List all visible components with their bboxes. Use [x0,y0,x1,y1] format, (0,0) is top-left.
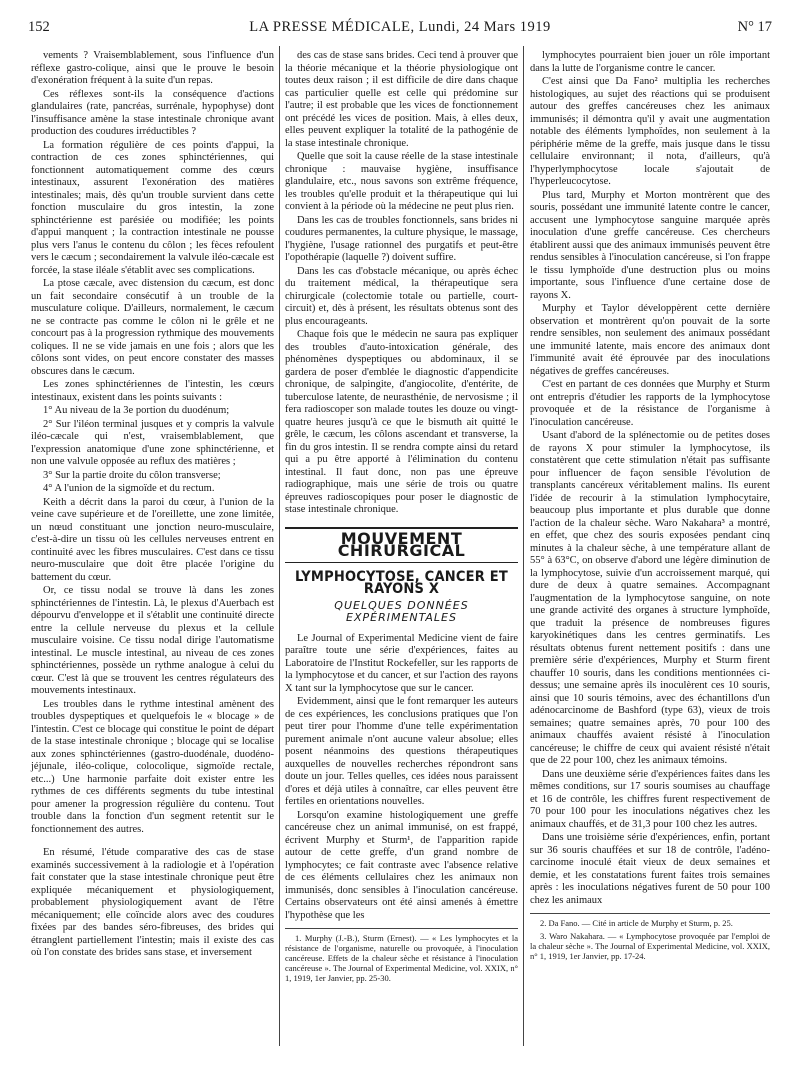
footnote: 3. Waro Nakahara. — « Lymphocytose provoquée par l'emploi de la chaleur sèche ». The Journal of Experimental Medicine, vol. XXIX, n° 1, 1919, 1er Janvier, pp. 17-24. [530,931,770,961]
footnote: 1. Murphy (J.-B.), Sturm (Ernest). — « Les lymphocytes et la résistance de l'organisme, naturelle ou provoquée, à l'inoculation cancéreuse. Effets de la chaleur sèche et résistance à l'inoculation cancéreuse ». The Journal of Experimental Medicine, vol. XXIX, n° 1, 1919, 1er Janvier, pp. 25-30. [285,933,518,983]
paragraph: Usant d'abord de la splénectomie ou de petites doses de rayons X pour stimuler la lymphocytose, ils constatèrent que cette stimulation n'était pas suffisante pour influencer de façon sensible l'évolution de transplants cancéreux véritablement malins. Ils eurent l'idée de recourir à la stimulation lymphocytaire, beaucoup plus importante et plus durable que donne l'action de la chaleur sèche. Waro Nakahara³ a montré, en effet, que chez des souris exposées pendant cinq minutes à la chaleur sèche, à une température allant de 55° à 63°C, on observe d'abord une légère diminution de la lymphocytose, suivie d'un accroissement marqué, qui dure de deux à quatre semaines. Accompagnant l'augmentation de la lymphocytose sanguine, on note une grande activité des organes à structure lymphoïde, que traduit la présence de nombreuses figures karyokinétiques dans les centres germinatifs. Les résultats obtenus furent nettement positifs : dans une première série d'expériences, Murphy et Sturm firent chauffer 10 souris, dans les conditions mentionnées ci-dessus; une semaine après ils inoculèrent ces 10 souris, ainsi que 10 souris témoins, avec des échantillons d'un adénocarcinome de Bashford (type 63), vieux de trois semaines; quatre semaines après, 70 pour 100 des animaux chauffés avaient résisté à l'inoculation cancéreuse; le chiffre de ceux qui avaient résisté n'était que de 22 pour 100, chez les animaux témoins. [530,430,770,766]
journal-title: LA PRESSE MÉDICALE, Lundi, 24 Mars 1919 [249,19,551,35]
footnotes [285,928,518,983]
section-heading: MOUVEMENT CHIRURGICAL [285,527,518,563]
spacer [31,837,274,847]
paragraph: Chaque fois que le médecin ne saura pas expliquer des troubles d'auto-intoxication générale, des phénomènes dyspeptiques ou abdominaux, il se gardera de poser d'emblée le diagnostic d'appendicite chronique, de salpingite, d'angiocolite, d'entérite, de tuberculose latente, de neurasthénie, de nervosisme ; il fera radioscoper son malade toutes les douze ou vingt-quatre heures jusqu'à ce que le bismuth ait quitté le grêle, le cæcum, les côlons ascendant et transverse, la fin du gros intestin. Il se rendra compte ainsi du retard qui a pu être apporté à l'élimination du contenu intestinal. Il faut donc, non pas une épreuve radiographique, mais une série de trois ou quatre épreuves radioscopiques pour poser le diagnostic de stase intestinale chronique. [285,329,518,515]
paragraph: des cas de stase sans brides. Ceci tend à prouver que la théorie mécanique et la théorie physiologique ont toutes deux raison ; il est difficile de dire dans chaque cas particulier quelle est celle qui prédomine sur l'autre; il est probable que les vices de fonctionnement ont précédé les vices de position. Mais, à elles deux, elles peuvent expliquer la totalité de la pathogénie de la stase intestinale chronique. [285,50,518,149]
paragraph: Dans les cas d'obstacle mécanique, ou après échec du traitement médical, la thérapeutique sera chirurgicale (colectomie totale ou partielle, court-circuit) et, dès à présent, les résultats obtenus sont des plus encourageants. [285,265,518,327]
paragraph: C'est ainsi que Da Fano² multiplia les recherches histologiques, au sujet des réactions qui se produisent autour des greffes cancéreuses chez les animaux immunisés; il démontra qu'il y avait une augmentation notable des éléments lymphoïdes, non seulement à la périphérie même de la greffe, mais jusque dans le tissu cellulaire environnant; il nota, d'ailleurs, qu'à l'hyperlymphocytose locale s'ajoutait de l'hyperleucocytose. [530,76,770,187]
paragraph: Keith a décrit dans la paroi du cœur, à l'union de la veine cave supérieure et de l'oreillette, une zone limitée, un nœud constituant une jonction neuro-musculaire, c'est-à-dire un tissu où les cellules nerveuses entrent en continuité avec les fibres musculaires. C'est dans ce tissu neuro-musculaire que doit être placée l'origine du battement du cœur. [31,496,274,583]
article-title: LYMPHOCYTOSE, CANCER ET RAYONS X [295,568,508,597]
paragraph: Or, ce tissu nodal se trouve là dans les zones sphinctériennes de l'intestin. Là, le plexus d'Auerbach est dépourvu d'enveloppe et il s'établit une continuité directe entre la cellule nerveuse du plexus et la cellule musculaire voisine. Ce tissu nodal dirige l'automatisme intestinal. Le muscle intestinal, au niveau de ces zones sphinctériennes, possède un rythme analogue à celui du cœur. C'est là que se trouvent les centres régulateurs des mouvements intestinaux. [31,585,274,696]
paragraph: Dans une deuxième série d'expériences faites dans les mêmes conditions, sur 17 souris soumises au chauffage et 16 de contrôle, les chiffres furent respectivement de 70 pour 100 pour les inoculations négatives chez les animaux chauffés, et de 31,3 pour 100 chez les autres. [530,768,770,830]
column-2 [285,50,518,986]
paragraph: La ptose cæcale, avec distension du cæcum, est donc un fait secondaire consécutif à un trouble de la musculature colique. D'ailleurs, normalement, le cæcum ne se contracte pas comme le côlon ni le grêle et ne concourt pas à la progression rythmique des mouvements coliques. Il ne se vide jamais en une fois ; alors que les côlons sont vides, on peut encore constater des masses obscures dans le cæcum. [31,278,274,377]
footnotes [530,913,770,961]
paragraph: Lorsqu'on examine histologiquement une greffe cancéreuse chez un animal immunisé, on est frappé, écrivent Murphy et Sturm¹, de l'apparition rapide autour de cette greffe, d'un grand nombre de lymphocytes; ce fait contraste avec l'absence relative de ces éléments cellulaires chez les animaux non immunisés, donc sensibles à l'inoculation cancéreuse. Certains observateurs ont été ainsi amenés à émettre l'hypothèse que les [285,809,518,921]
paragraph: lymphocytes pourraient bien jouer un rôle important dans la lutte de l'organisme contre le cancer. [530,50,770,74]
list-item: 4° A l'union de la sigmoïde et du rectum. [43,483,215,494]
page-header [28,18,772,36]
page-number: 152 [28,19,50,35]
article-subtitle: QUELQUES DONNÉES EXPÉRIMENTALES [334,598,469,624]
column-3 [530,50,770,964]
paragraph: Les zones sphinctériennes de l'intestin, les cœurs intestinaux, existent dans les points suivants : [31,379,274,403]
paragraph: Evidemment, ainsi que le font remarquer les auteurs de ces expériences, les conclusions pratiques que l'on peut tirer pour l'homme d'une telle expérimentation purement animale n'ont aucune valeur absolue; elles posent néanmoins des questions thérapeutiques auxquelles de nouvelles recherches répondront sans doute un jour. Telles quelles, ces idées nous paraissent d'ores et déjà utiles à connaître, car elles peuvent être fertiles en orientations nouvelles. [285,696,518,807]
footnote: 2. Da Fano. — Cité in article de Murphy et Sturm, p. 25. [540,918,733,928]
paragraph: Murphy et Taylor développèrent cette dernière observation et montrèrent qu'on pouvait de la sorte rendre sensibles, non seulement des animaux possédant une immunité latente, mais encore des animaux dont l'immunité avait été éprouvée par des inoculations négatives de greffes cancéreuses. [530,303,770,377]
paragraph: vements ? Vraisemblablement, sous l'influence d'un réflexe gastro-colique, ainsi que le prouve le besoin d'exonération fréquent à la suite d'un repas. [31,50,274,86]
column-divider [279,46,280,1046]
list-item: 1° Au niveau de la 3e portion du duodénum; [43,405,230,416]
paragraph: Dans les cas de troubles fonctionnels, sans brides ni coudures permanentes, la culture physique, le massage, l'hygiène, l'usage rationnel des purgatifs et peut-être l'opothérapie (laquelle ?) doivent suffire. [285,214,518,263]
column-divider [523,46,524,1046]
paragraph: C'est en partant de ces données que Murphy et Sturm ont entrepris d'étudier les rapports de la lymphocytose provoquée et de la résistance de l'organisme à l'inoculation cancéreuse. [530,379,770,428]
paragraph: La formation régulière de ces points d'appui, la contraction de ces zones sphinctériennes, qui fonctionnent automatiquement comme des cœurs intestinaux, assurent l'exonération des matières intestinales; mais, dès qu'un trouble survient dans cette fonction musculaire du gros intestin, la zone sphinctérienne est parésiée ou modifiée; les points d'appui manquent ; la contraction intestinale ne pousse plus vers l'anus le contenu du côlon ; les fèces refoulent vers le cæcum ; secondairement la valvule iléo-cæcale est forcée, la stase iléale s'établit avec ses complications. [31,139,274,276]
paragraph: Les troubles dans le rythme intestinal amènent des troubles dyspeptiques et quelquefois le « blocage » de l'intestin. C'est ce blocage qui constitue le point de départ de la stase intestinale chronique ; blocage qui se localise aux zones sphinctériennes (gastro-duodénale, duodéno-jéjunale, iléo-colique, colocolique, sigmoïde rectale, etc...) Une harmonie parfaite doit exister entre les rythmes de ces différents segments du tube intestinal pour amener la progression régulière du contenu. Tout trouble dans la fonction d'un segment retentit sur le fonctionnement des autres. [31,698,274,835]
paragraph: Plus tard, Murphy et Morton montrèrent que des souris, possédant une immunité latente contre le cancer, accusent une lymphocytose sanguine marquée après inoculation d'une greffe cancéreuse. Ces chercheurs établirent aussi que des animaux immunisés peuvent être rendus sensibles à l'inoculation cancéreuse, si l'on frappe le tissu lymphoïde d'une destruction plus ou moins importante, sous l'influence d'une certaine dose de rayons X. [530,189,770,301]
paragraph: En résumé, l'étude comparative des cas de stase examinés successivement à la radiologie et à l'opération fait constater que la stase intestinale chronique peut être expliquée mécaniquement et physiologiquement, probablement physiologiquement avant de l'être mécaniquement; elle coïncide alors avec des coudures fixées par des bandes séro-fibreuses, des brides qui étranglent partiellement l'intestin; mais il existe des cas où l'on constate des brides sans stase, et inversement [31,847,274,958]
paragraph: Quelle que soit la cause réelle de la stase intestinale chronique : mauvaise hygiène, insuffisance glandulaire, etc., nous savons son extrême fréquence, les troubles qu'elle produit et la thérapeutique qui lui convient à la période où la médecine ne peut plus rien. [285,151,518,212]
column-1 [31,50,274,961]
list-item: 3° Sur la partie droite du côlon transverse; [43,469,221,481]
paragraph: Dans une troisième série d'expériences, enfin, portant sur 36 souris chauffées et sur 18 de contrôle, l'adéno-carcinome inoculé était vieux de deux semaines et demie, et les constatations furent faites trois semaines après : les inoculations négatives furent de 50 pour 100 chez les animaux [530,832,770,906]
paragraph: Le Journal of Experimental Medicine vient de faire paraître toute une série d'expériences, faites au Laboratoire de l'Institut Rockefeller, sur les rapports de la lymphocytose et du cancer, et sur l'action des rayons X tant sur la lymphocytose que sur le cancer. [285,632,518,694]
issue-number: N° 17 [737,19,772,35]
paragraph: Ces réflexes sont-ils la conséquence d'actions glandulaires (rate, pancréas, surrénale, hypophyse) dont l'insuffisance amène la stase intestinale chronique avant production des coudures irréductibles ? [31,88,274,137]
list-item: 2° Sur l'iléon terminal jusques et y compris la valvule iléo-cæcale qui n'est, vraisemblablement, que l'expression anatomique d'une zone sphinctérienne, et non une valvule opposée au reflux des matières ; [31,418,274,467]
